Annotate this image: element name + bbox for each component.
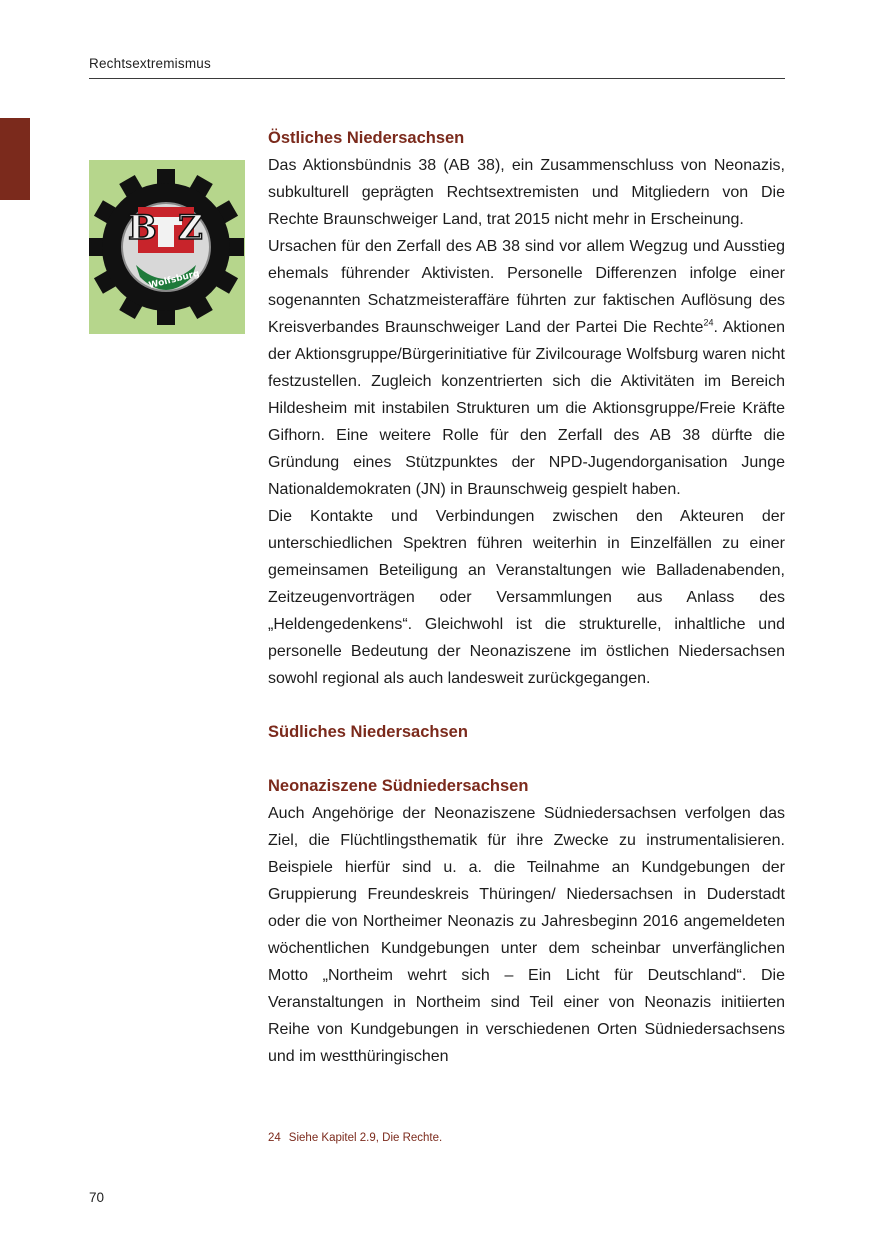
svg-text:B: B (128, 208, 157, 248)
paragraph-part: Ursachen für den Zerfall des AB 38 sind vor allem Wegzug und Ausstieg ehemals führender Aktivisten. Personelle Differenzen infolge einer sogenannten Schatzmeisteraffäre führten zur faktischen Auflösung des Kreisverbandes Braunschweiger Land der Partei Die Rechte (268, 238, 785, 336)
page-number: 70 (89, 1190, 105, 1205)
subsection-heading-neonaziszene: Neonaziszene Südniedersachsen (268, 777, 529, 795)
svg-text:Z: Z (178, 208, 203, 248)
paragraph-part: . Aktionen der Aktionsgruppe/Bürgerinitiative für Zivilcourage Wolfsburg waren nicht festzustellen. Zugleich konzentrierten sich die Aktivitäten im Bereich Hildesheim mit instabilen Strukturen um die Aktionsgruppe/Freie Kräfte Gifhorn. Eine weitere Rolle für den Zerfall des AB 38 dürfte die Gründung eines Stützpunktes der NPD-Jugendorganisation Junge Nationaldemokraten (JN) in Braunschweig gespielt haben. (268, 319, 785, 498)
main-text-column (268, 125, 785, 1070)
footnote-number: 24 (268, 1132, 281, 1144)
paragraph: Das Aktionsbündnis 38 (AB 38), ein Zusammenschluss von Neonazis, subkulturell geprägten Rechtsextremisten und Mitgliedern von Die Rechte Braunschweiger Land, trat 2015 nicht mehr in Erscheinung. (268, 157, 785, 228)
logo-banner-text: Wolfsburg (147, 268, 201, 292)
paragraph (268, 233, 785, 503)
chapter-side-tab (0, 118, 30, 200)
paragraph: Die Kontakte und Verbindungen zwischen den Akteuren der unterschiedlichen Spektren führen weiterhin in Einzelfällen zu einer gemeinsamen Beteiligung an Veranstaltungen wie Balladenabenden, Zeitzeugenvorträgen oder Versammlungen aus Anlass des „Heldengedenkens“. Gleichwohl ist die strukturelle, inhaltliche und personelle Bedeutung der Neonaziszene im östlichen Niedersachsen sowohl regional als auch landesweit zurückgegangen. (268, 508, 785, 687)
section-heading-suedlich: Südliches Niedersachsen (268, 723, 468, 741)
gear-emblem-icon (89, 160, 245, 334)
footnote-reference[interactable]: 24 (703, 317, 714, 328)
wolfsburg-logo-image (89, 160, 245, 334)
section-heading-oestlich: Östliches Niedersachsen (268, 129, 465, 147)
paragraph: Auch Angehörige der Neonaziszene Südniedersachsen verfolgen das Ziel, die Flüchtlingsthematik für ihre Zwecke zu instrumentalisieren. Beispiele hierfür sind u. a. die Teilnahme an Kundgebungen der Gruppierung Freundeskreis Thüringen/ Niedersachsen in Duderstadt oder die von Northeimer Neonazis zu Jahresbeginn 2016 angemeldeten wöchentlichen Kundgebungen unter dem scheinbar unverfänglichen Motto „Northeim wehrt sich – Ein Licht für Deutschland“. Die Veranstaltungen in Northeim sind Teil einer von Neonazis initiierten Reihe von Kundgebungen in verschiedenen Orten Südniedersachsens und im westthüringischen (268, 805, 785, 1065)
header-divider (89, 78, 785, 79)
footnote-text: Siehe Kapitel 2.9, Die Rechte. (288, 1132, 443, 1144)
running-header: Rechtsextremismus (89, 56, 211, 71)
footnote (268, 1132, 442, 1144)
